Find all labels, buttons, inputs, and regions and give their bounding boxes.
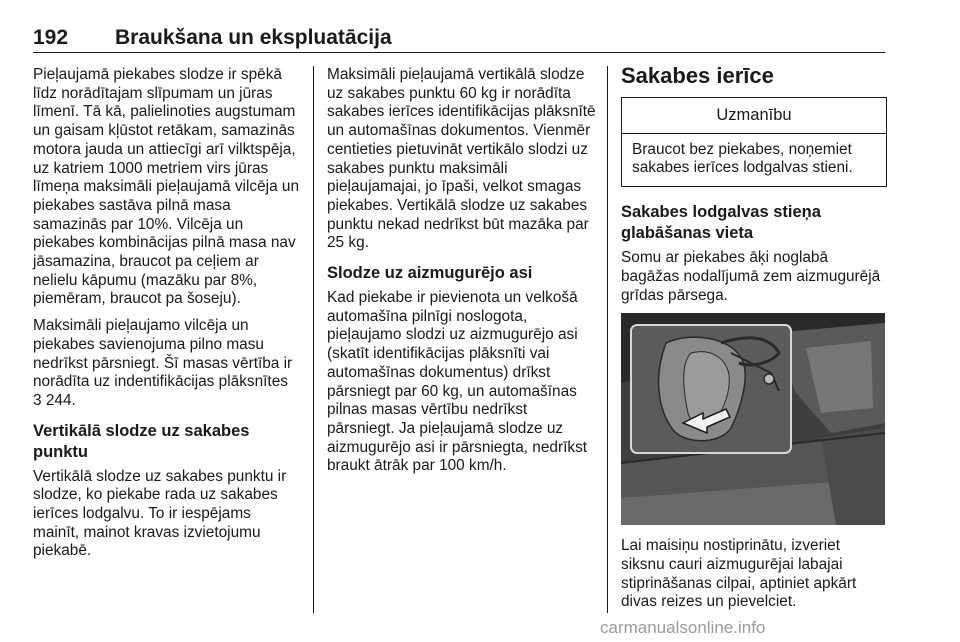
paragraph-altitude: Pieļaujamā piekabes slodze ir spēkā līdz norādītajam slīpumam un jūras līmenī. Tā kā, palielinoties augstumam un gaisam kļūstot retākam, samazinās motora jauda un attiecīgi arī vilktspēja, uz katriem 1000 metriem virs jūras līmeņa maksimāli pieļaujamā vilcēja un piekabes sastāva pilnā masa samazinās par 10%. Vilcēja un piekabes kombinācijas pilnā masa nav jāsamazina, braucot pa ceļiem ar nelielu kāpumu (mazāku par 8%, piemēram, braucot pa šoseju). — [33, 66, 300, 308]
section-heading-storage: Sakabes lodgalvas stieņa glabāšanas vieta — [621, 203, 821, 243]
column-1 — [33, 66, 301, 569]
chapter-title: Braukšana un ekspluatācija — [115, 26, 392, 49]
column-divider-2 — [607, 66, 608, 613]
caution-text: Braucot bez piekabes, noņemiet sakabes ierīces lodgalvas stieni. — [632, 140, 853, 177]
trunk-storage-illustration — [621, 313, 885, 525]
page-header — [33, 26, 885, 52]
section-heading-rear-axle: Slodze uz aizmugurējo asi — [327, 264, 533, 283]
section-heading-vertical-load: Vertikālā slodze uz sakabes punktu — [33, 421, 250, 461]
caution-title: Uzmanību — [622, 98, 886, 134]
paragraph-max-mass-text: Maksimāli pieļaujamo vilcēja un piekabes savienojuma pilno masu nedrīkst pārsniegt. Šī masas vērtība ir norādīta uz indentifikācijas plāksnītes — [33, 317, 293, 391]
paragraph-vertical-load: Vertikālā slodze uz sakabes punktu ir slodze, ko piekabe rada uz sakabes ierīces lodgalvu. To ir iespējams mainīt, mainot kravas izvietojumu piekabē. — [33, 467, 287, 560]
cross-reference-arrow-icon: 3 — [33, 391, 42, 409]
paragraph-storage: Somu ar piekabes āķi noglabā bagāžas nodalījumā zem aizmugurējā grīdas pārsega. — [621, 249, 881, 304]
site-watermark: carmanualsonline.info — [600, 618, 766, 637]
header-divider — [33, 52, 885, 53]
paragraph-rear-axle: Kad piekabe ir pievienota un velkošā automašīna pilnīgi noslogota, pieļaujamo slodzi uz aizmugurējo asi (skatīt identifikācijas plāksnīti vai automašīnas dokumentus) drīkst pārsniegt par 60 kg, un automašīnas pilnas masas vērtību nedrīkst pārsniegt. Ja pieļaujamā slodze uz aizmugurējo asi ir pārsniegta, nedrīkst braukt ātrāk par 100 km/h. — [327, 289, 588, 475]
paragraph-strap: Lai maisiņu nostiprinātu, izveriet siksnu cauri aizmugurējai labajai stiprināšanas cilpai, aptiniet apkārt divas reizes un pievelciet. — [621, 537, 857, 611]
column-3 — [621, 63, 887, 620]
caution-box — [621, 97, 887, 187]
section-title-towing-device: Sakabes ierīce — [621, 63, 774, 88]
cross-reference-link[interactable]: 244. — [45, 391, 76, 409]
column-divider-1 — [313, 66, 314, 613]
column-2 — [327, 66, 599, 484]
page-number: 192 — [33, 26, 69, 49]
paragraph-max-mass — [33, 317, 301, 411]
paragraph-vertical-load-limit: Maksimāli pieļaujamā vertikālā slodze uz sakabes punktu 60 kg ir norādīta sakabes ierīces identifikācijas plāksnītē un automašīnas dokumentos. Vienmēr centieties pietuvināt vertikālo slodzi uz sakabes punktu maksimāli pieļaujamajai, jo īpaši, velkot smagas piekabes. Vertikālā slodze uz sakabes punktu nekad nedrīkst būt mazāka par 25 kg. — [327, 66, 596, 252]
